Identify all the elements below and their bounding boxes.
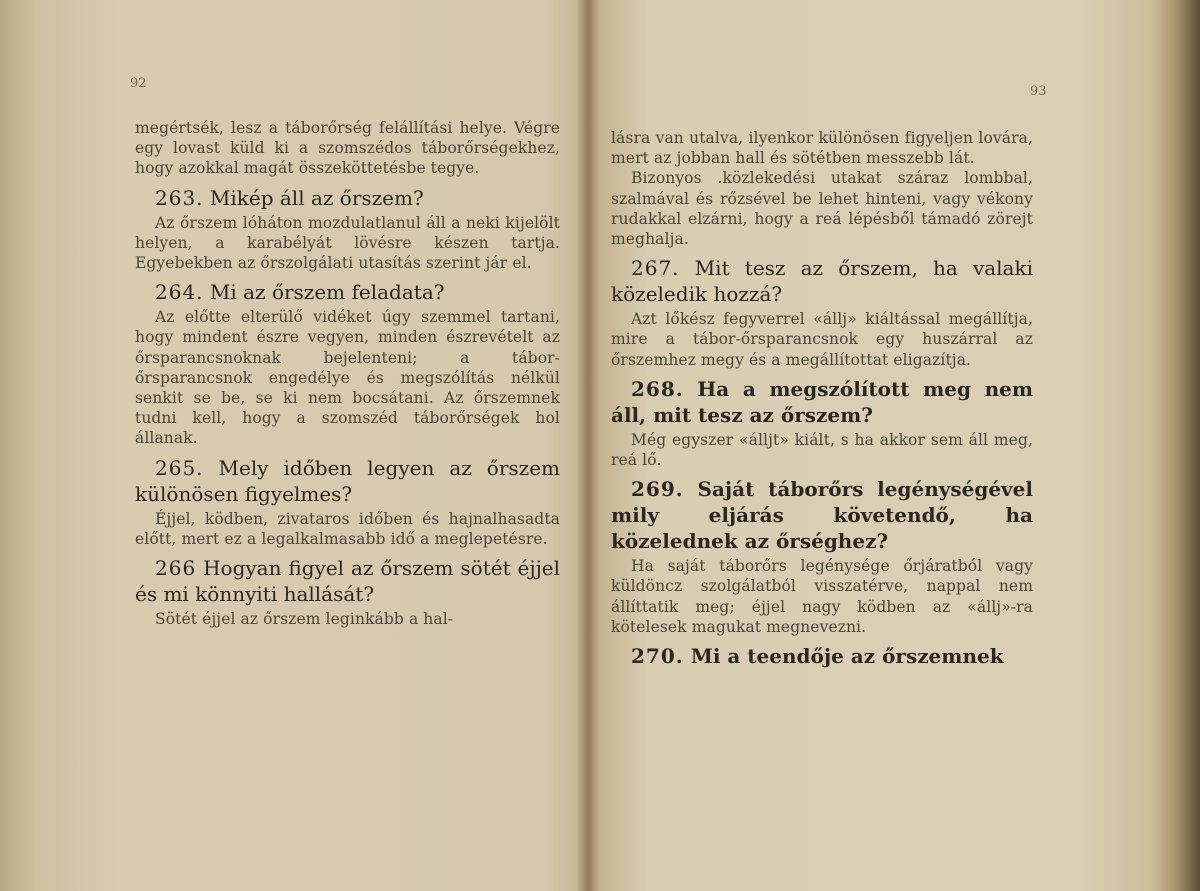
right-page [585,0,1185,891]
paragraph: Ha saját táborőrs legénysége őrjáratból vagy küldöncz szolgálatból visszatérve, nappal nem állíttatik meg; éjjel nagy ködben az «állj»-ra kötelesek magukat megnevezni. [611,557,1033,636]
question-text: Ha a megszólított meg nem áll, mit tesz az őrszem? [611,376,1033,427]
question-number: 268. [631,376,684,401]
paragraph: Bizonyos .közlekedési utakat száraz lombbal, szalmával és rőzsével be lehet hinteni, vagy vékony rudakkal elzárni, hogy a reá lépésből támadó zörejt meghalja. [611,169,1033,249]
question-number: 266 [155,556,197,581]
paragraph: Azt lőkész fegyverrel «állj» kiáltással megállítja, mire a tábor-őrsparancsnok egy huszárral az őrszemhez megy és a megállítottat eligazítja. [611,310,1033,369]
question-text: Saját táborőrs legénységével mily eljárás követendő, ha közelednek az őrséghez? [611,477,1033,554]
question-number: 267. [631,256,680,281]
paragraph: Éjjel, ködben, zivataros időben és hajnalhasadta előtt, mert ez a legalkalmasabb idő a meglepetésre. [135,509,560,548]
question-number: 264. [155,280,204,305]
paragraph: Sötét éjjel az őrszem leginkább a hal- [155,610,454,629]
question-number: 265. [155,455,204,480]
paragraph: megértsék, lesz a táborőrség felállítási helye. Végre egy lovast küld ki a szomszédos táborőrségekhez, hogy azokkal magát összeköttetésbe tegye. [135,119,560,178]
page-number-right: 93 [1030,84,1047,99]
question-text: Mi az őrszem feladata? [209,280,445,305]
question-heading [611,255,1033,307]
question-number: 269. [631,477,684,502]
question-text: Mit tesz az őrszem, ha valaki közeledik hozzá? [611,256,1033,307]
question-text: Mi a teendője az őrszemnek [690,644,1004,669]
paragraph: Az őrszem lóháton mozdulatlanul áll a neki kijelölt helyen, a karabélyát lövésre készen tartja. Egyebekben az őrszolgálati utasítás szerint jár el. [135,213,560,273]
question-number: 270. [631,644,684,669]
left-text-column [135,118,560,629]
paragraph: lásra van utalva, ilyenkor különösen figyeljen lovára, mert az jobban hall és sötétben messzebb lát. [611,129,1033,168]
question-heading [611,376,1033,428]
question-heading [611,476,1033,554]
question-heading [135,185,560,211]
question-text: Hogyan figyel az őrszem sötét éjjel és mi könnyiti hallását? [135,556,561,607]
question-heading [611,643,1033,669]
question-heading [135,555,560,607]
question-heading [135,455,560,507]
paragraph: Még egyszer «álljt» kiált, s ha akkor sem áll meg, reá lő. [611,430,1033,470]
question-number: 263. [155,185,204,210]
question-heading [135,279,560,305]
paragraph: Az előtte elterülő vidéket úgy szemmel tartani, hogy mindent észre vegyen, minden észrevételt az őrsparancsnoknak bejelenteni; a tábor-őrsparancsnok engedélye és megszólítás nélkül senkit se be, se ki nem bocsátani. Az őrszemnek tudni kell, hogy a szomszéd táborőrségek hol állanak. [135,308,560,448]
right-text-column [611,128,1033,671]
page-number-left: 92 [130,76,147,91]
question-text: Mely időben legyen az őrszem különösen figyelmes? [135,455,560,506]
question-text: Mikép áll az őrszem? [209,185,424,210]
left-page [0,0,585,891]
